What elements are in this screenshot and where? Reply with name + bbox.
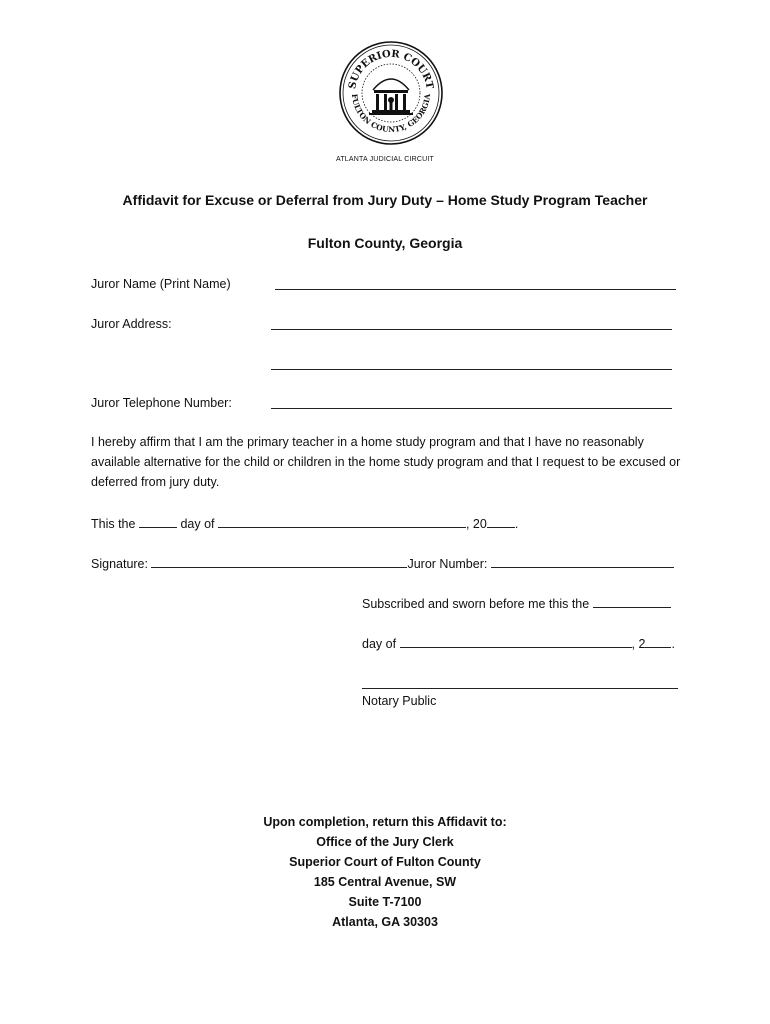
date-period: .: [514, 517, 519, 531]
document-subtitle: Fulton County, Georgia: [307, 235, 463, 251]
return-street: 185 Central Avenue, SW: [313, 875, 457, 889]
this-the-label: This the: [91, 517, 136, 531]
signature-blank[interactable]: [151, 555, 407, 568]
year-blank[interactable]: [487, 515, 515, 528]
notary-year-prefix: , 2: [631, 637, 646, 651]
return-court: Superior Court of Fulton County: [289, 855, 481, 869]
notary-day-of-row: [362, 635, 675, 651]
juror-address-line-2[interactable]: [271, 369, 672, 370]
month-blank[interactable]: [218, 515, 466, 528]
return-instruction: Upon completion, return this Affidavit to:: [263, 815, 507, 829]
judicial-circuit-label: ATLANTA JUDICIAL CIRCUIT: [335, 156, 434, 163]
return-suite: Suite T-7100: [348, 895, 422, 909]
document-title: Affidavit for Excuse or Deferral from Jury Duty – Home Study Program Teacher: [122, 192, 648, 208]
svg-text:SUPERIOR COURT: [347, 49, 435, 91]
date-row: [91, 515, 518, 531]
juror-address-label: Juror Address:: [91, 317, 172, 331]
juror-name-line[interactable]: [275, 289, 676, 290]
juror-number-label: Juror Number:: [407, 557, 488, 571]
juror-address-line-1[interactable]: [271, 329, 672, 330]
return-city: Atlanta, GA 30303: [332, 915, 438, 929]
notary-period: .: [671, 637, 675, 651]
notary-day-of-label: day of: [362, 637, 397, 651]
juror-number-blank[interactable]: [491, 555, 674, 568]
notary-month-blank[interactable]: [400, 635, 632, 648]
notary-year-blank[interactable]: [645, 635, 671, 648]
juror-phone-line[interactable]: [271, 408, 672, 409]
notary-day-blank[interactable]: [593, 595, 671, 608]
juror-phone-label: Juror Telephone Number:: [91, 396, 232, 410]
seal-top-text: SUPERIOR COURT: [347, 48, 435, 90]
notary-signature-line[interactable]: [362, 688, 678, 689]
affirmation-paragraph: I hereby affirm that I am the primary teacher in a home study program and that I have no reasonably available alternative for the child or children in the home study program and that I request to be excused or deferred from jury duty.: [91, 435, 681, 489]
signature-label: Signature:: [91, 557, 148, 571]
subscribed-label: Subscribed and sworn before me this the: [362, 597, 590, 611]
signature-row: [91, 555, 674, 571]
superior-court-seal-logo: [338, 40, 444, 146]
return-address-block: [185, 812, 585, 932]
return-office: Office of the Jury Clerk: [316, 835, 454, 849]
year-prefix-label: , 20: [465, 517, 487, 531]
subscribed-row: [362, 595, 671, 611]
notary-public-label: Notary Public: [362, 694, 437, 708]
day-of-label: day of: [180, 517, 215, 531]
seal-bottom-text: FULTON COUNTY, GEORGIA: [349, 93, 433, 135]
day-number-blank[interactable]: [139, 515, 177, 528]
juror-name-label: Juror Name (Print Name): [91, 277, 231, 291]
